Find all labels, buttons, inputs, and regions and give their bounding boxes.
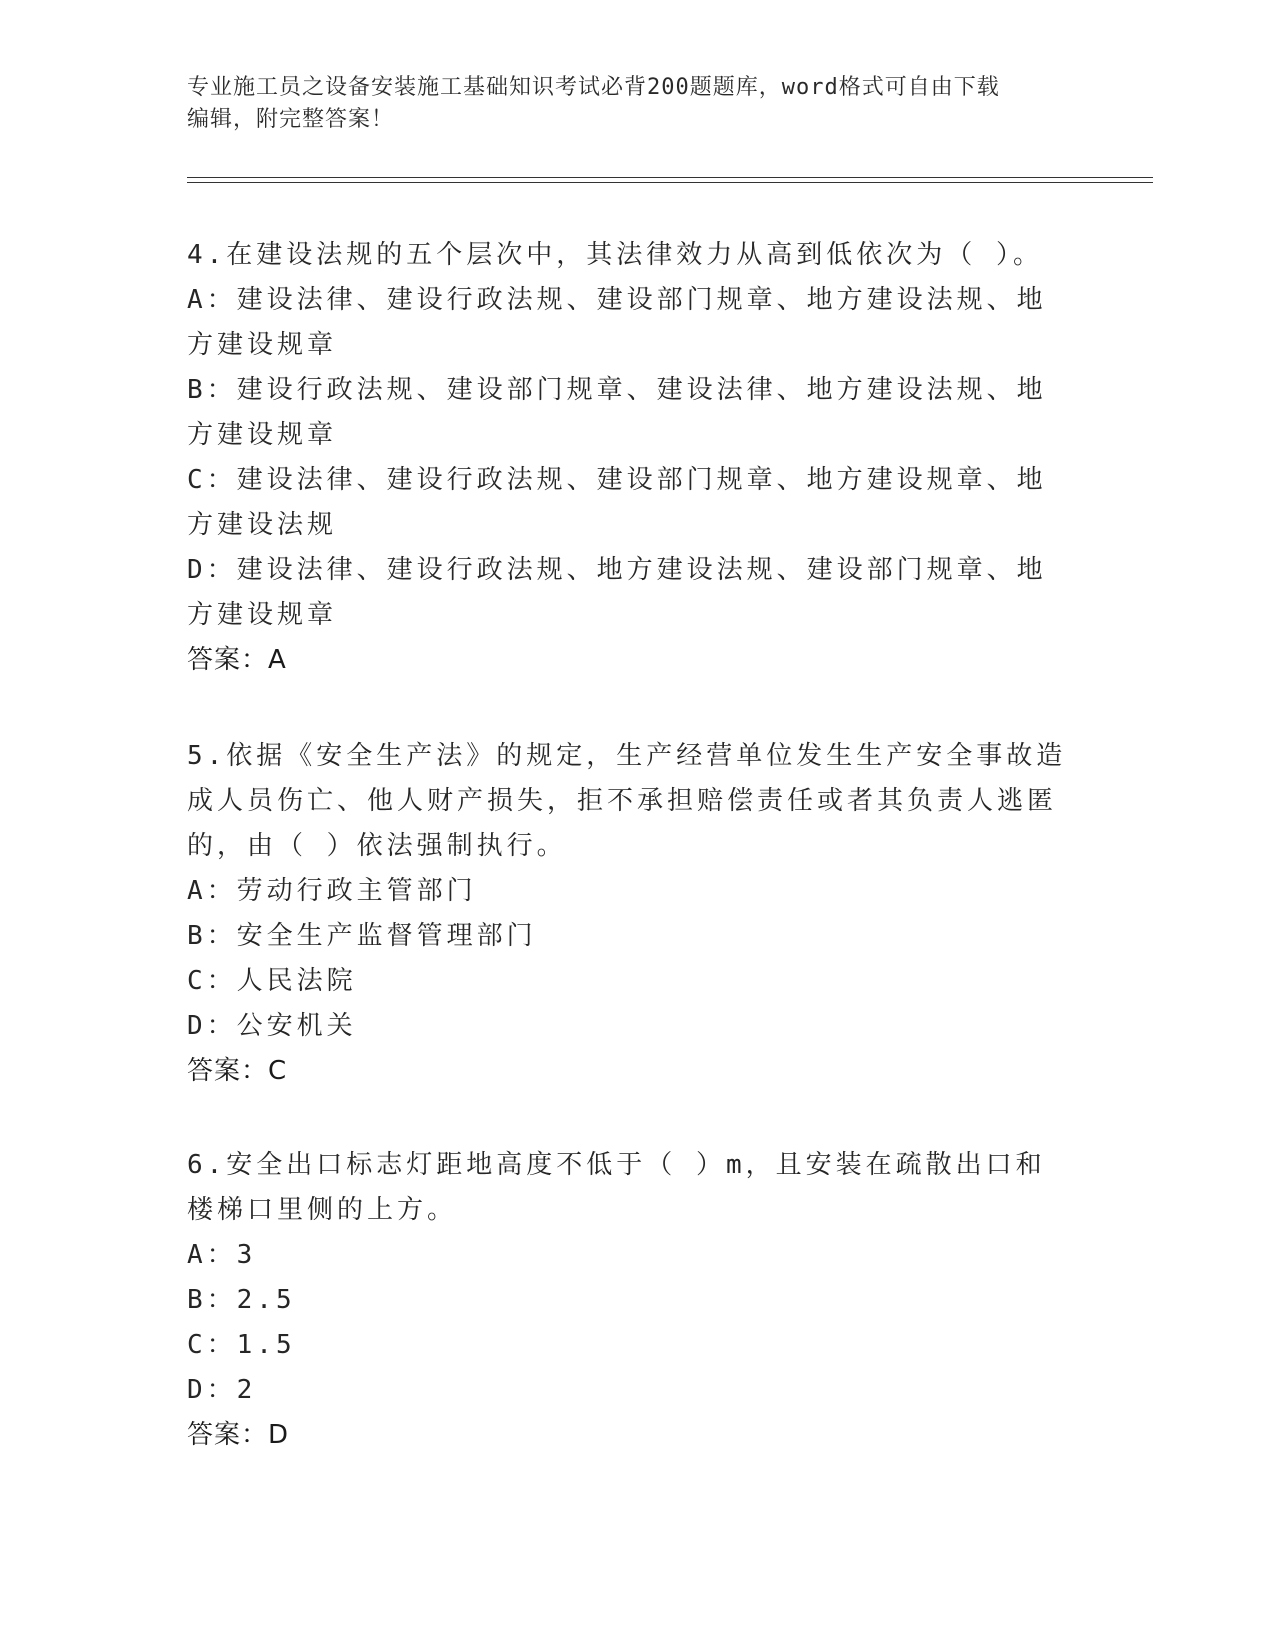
option-a: A：劳动行政主管部门 xyxy=(187,876,477,906)
question-stem: 6.安全出口标志灯距地高度不低于（ ）m，且安装在疏散出口和楼梯口里侧的上方。 xyxy=(187,1150,1046,1225)
option-a: A：3 xyxy=(187,1240,257,1270)
answer-line xyxy=(187,1049,1067,1094)
answer-label: 答案： xyxy=(187,1420,269,1450)
answer-value: A xyxy=(268,645,287,675)
question-4 xyxy=(187,233,1067,683)
header-divider-top xyxy=(187,177,1153,178)
option-b: B：建设行政法规、建设部门规章、建设法律、地方建设法规、地方建设规章 xyxy=(187,375,1047,450)
answer-value: D xyxy=(268,1420,290,1450)
answer-value: C xyxy=(268,1056,288,1086)
question-stem: 4.在建设法规的五个层次中，其法律效力从高到低依次为（ ）。 xyxy=(187,240,1043,270)
question-5 xyxy=(187,734,1067,1094)
answer-label: 答案： xyxy=(187,645,269,675)
answer-line xyxy=(187,1413,1067,1458)
option-d: D：2 xyxy=(187,1375,257,1405)
option-c: C：建设法律、建设行政法规、建设部门规章、地方建设规章、地方建设法规 xyxy=(187,465,1047,540)
document-header xyxy=(187,72,1067,136)
answer-line xyxy=(187,638,1067,683)
answer-label: 答案： xyxy=(187,1056,269,1086)
option-b: B：安全生产监督管理部门 xyxy=(187,921,537,951)
option-d: D：建设法律、建设行政法规、地方建设法规、建设部门规章、地方建设规章 xyxy=(187,555,1047,630)
header-title-line-1: 专业施工员之设备安装施工基础知识考试必背200题题库，word格式可自由下载 xyxy=(187,75,1000,100)
question-stem: 5.依据《安全生产法》的规定，生产经营单位发生生产安全事故造成人员伤亡、他人财产损失，拒不承担赔偿责任或者其负责人逃匿的，由（ ）依法强制执行。 xyxy=(187,741,1067,861)
option-b: B：2.5 xyxy=(187,1285,296,1315)
header-title-line-2: 编辑，附完整答案！ xyxy=(187,107,395,132)
header-divider-bottom xyxy=(187,182,1153,183)
option-a: A：建设法律、建设行政法规、建设部门规章、地方建设法规、地方建设规章 xyxy=(187,285,1047,360)
option-c: C：1.5 xyxy=(187,1330,296,1360)
option-d: D：公安机关 xyxy=(187,1011,357,1041)
option-c: C：人民法院 xyxy=(187,966,357,996)
question-6 xyxy=(187,1143,1067,1458)
